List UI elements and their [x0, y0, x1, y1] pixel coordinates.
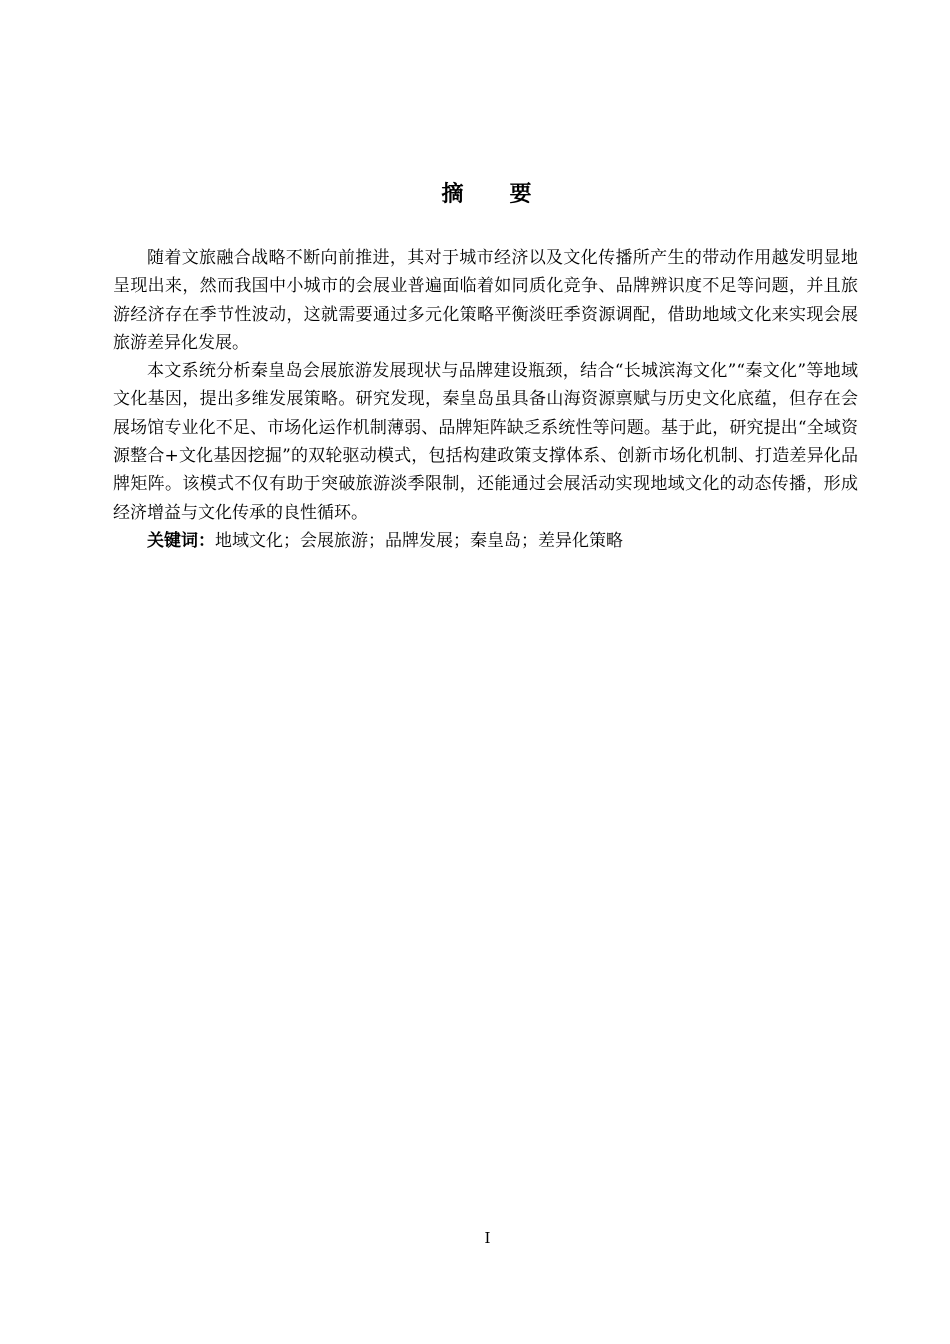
- keywords-line: [113, 527, 858, 555]
- abstract-body: [113, 244, 858, 555]
- page-number: I: [484, 1229, 491, 1247]
- abstract-title: [0, 180, 950, 210]
- abstract-title-second-char: 要: [509, 182, 534, 207]
- abstract-paragraph-2: 本文系统分析秦皇岛会展旅游发展现状与品牌建设瓶颈，结合“长城滨海文化”“秦文化”等地域文化基因，提出多维发展策略。研究发现，秦皇岛虽具备山海资源禀赋与历史文化底蕴，但存在会展场馆专业化不足、市场化运作机制薄弱、品牌矩阵缺乏系统性等问题。基于此，研究提出“全域资源整合+文化基因挖掘”的双轮驱动模式，包括构建政策支撑体系、创新市场化机制、打造差异化品牌矩阵。该模式不仅有助于突破旅游淡季限制，还能通过会展活动实现地域文化的动态传播，形成经济增益与文化传承的良性循环。: [113, 361, 858, 523]
- abstract-paragraph-1: 随着文旅融合战略不断向前推进，其对于城市经济以及文化传播所产生的带动作用越发明显地呈现出来，然而我国中小城市的会展业普遍面临着如同质化竞争、品牌辨识度不足等问题，并且旅游经济存在季节性波动，这就需要通过多元化策略平衡淡旺季资源调配，借助地域文化来实现会展旅游差异化发展。: [113, 248, 858, 353]
- keywords-text: 地域文化；会展旅游；品牌发展；秦皇岛；差异化策略: [215, 530, 623, 551]
- keywords-label: 关键词：: [147, 530, 215, 551]
- abstract-title-first-char: 摘: [441, 182, 466, 207]
